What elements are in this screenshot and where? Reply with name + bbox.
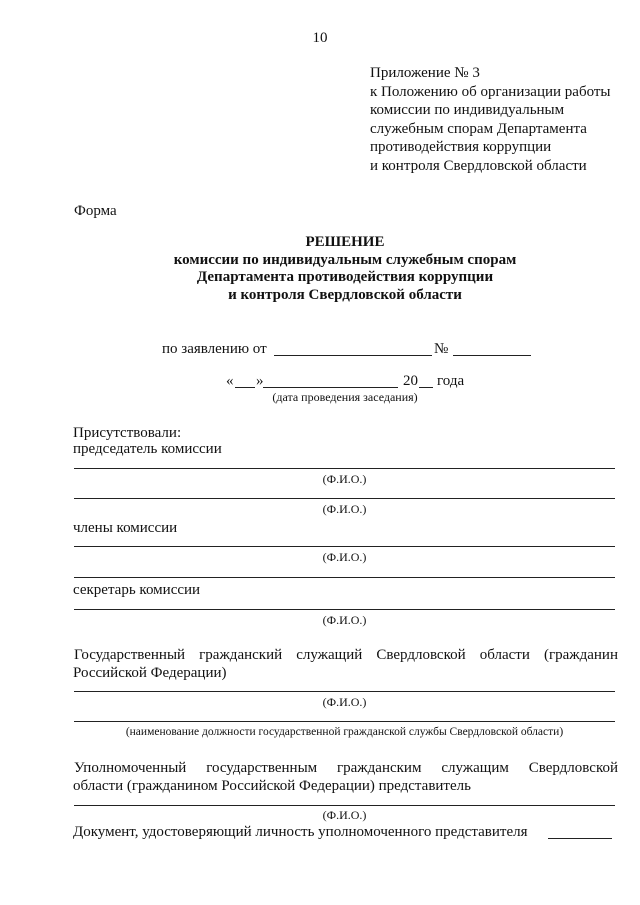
application-number-field[interactable] (453, 355, 531, 356)
representative-line-2: области (гражданином Российской Федерации) представитель (73, 778, 471, 794)
appendix-line: Приложение № 3 (370, 65, 480, 81)
chairman-fio-field-2[interactable] (74, 498, 615, 499)
document-label: Документ, удостоверяющий личность уполномоченного представителя (73, 824, 528, 840)
title-line: и контроля Свердловской области (228, 286, 462, 303)
position-caption: (наименование должности государственной гражданской службы Свердловской области) (125, 726, 564, 738)
fio-caption: (Ф.И.О.) (322, 502, 367, 516)
civil-servant-line-1: Государственный гражданский служащий Свердловской области (гражданин (74, 647, 618, 663)
appendix-line: служебным спорам Департамента (370, 120, 587, 137)
date-month-field[interactable] (263, 387, 398, 388)
secretary-fio-field[interactable] (74, 609, 615, 610)
form-label: Форма (74, 203, 117, 219)
fio-caption: (Ф.И.О.) (322, 695, 367, 709)
representative-fio-field[interactable] (74, 805, 615, 806)
members-label: члены комиссии (73, 520, 178, 536)
appendix-line: комиссии по индивидуальным (370, 102, 565, 119)
appendix-line: к Положению об организации работы (370, 83, 611, 100)
page-number: 10 (312, 30, 328, 46)
civil-servant-line-2: Российской Федерации) (73, 665, 227, 681)
fio-caption: (Ф.И.О.) (322, 472, 367, 486)
year-prefix: 20 (403, 373, 418, 389)
date-close-quote: » (256, 373, 264, 389)
number-sign: № (434, 341, 449, 357)
fio-caption: (Ф.И.О.) (322, 550, 367, 564)
civil-servant-fio-field[interactable] (74, 691, 615, 692)
application-date-field[interactable] (274, 355, 432, 356)
date-open-quote: « (226, 373, 234, 389)
appendix-line: и контроля Свердловской области (370, 157, 587, 174)
present-label: Присутствовали: (73, 425, 182, 441)
appendix-line: противодействия коррупции (370, 139, 552, 156)
member-fio-field[interactable] (74, 546, 615, 547)
fio-caption: (Ф.И.О.) (322, 808, 367, 822)
title-line: Департамента противодействия коррупции (196, 269, 494, 285)
secretary-label: секретарь комиссии (73, 582, 201, 598)
fio-caption: (Ф.И.О.) (322, 613, 367, 627)
member-fio-field-2[interactable] (74, 577, 615, 578)
document-field[interactable] (548, 838, 612, 839)
date-year-field[interactable] (419, 387, 433, 388)
application-prefix: по заявлению от (162, 341, 267, 357)
civil-servant-position-field[interactable] (74, 721, 615, 722)
chairman-label: председатель комиссии (73, 441, 222, 457)
document-title (0, 234, 640, 304)
title-heading: РЕШЕНИЕ (305, 234, 385, 250)
chairman-fio-field[interactable] (74, 468, 615, 469)
year-suffix: года (437, 373, 465, 389)
representative-line-1: Уполномоченный государственным гражданским служащим Свердловской (74, 760, 618, 776)
date-day-field[interactable] (235, 387, 255, 388)
title-line: комиссии по индивидуальным служебным спорам (173, 251, 517, 268)
appendix-header (370, 64, 611, 176)
date-caption: (дата проведения заседания) (272, 390, 418, 404)
